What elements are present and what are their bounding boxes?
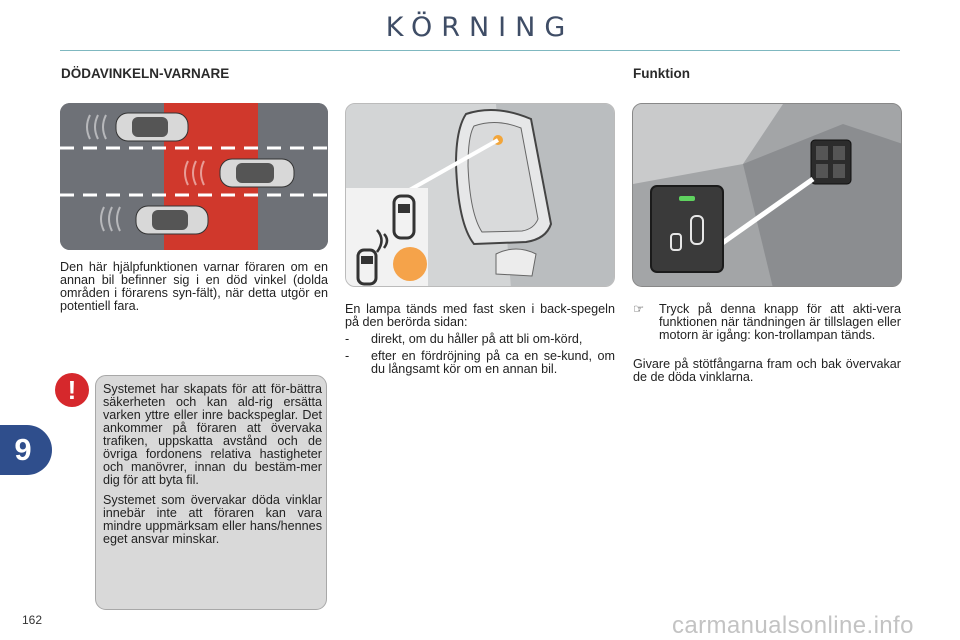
watermark-text: carmanualsonline.info bbox=[672, 612, 914, 639]
page-number: 162 bbox=[22, 613, 43, 627]
mirror-text bbox=[345, 303, 615, 376]
blind-spot-diagram bbox=[60, 103, 328, 250]
bullet-marker: - bbox=[345, 349, 350, 363]
mirror-illustration bbox=[345, 103, 615, 287]
list-item bbox=[633, 303, 901, 342]
exclamation-icon: ! bbox=[55, 373, 89, 407]
car-icon bbox=[136, 206, 208, 234]
bullet-marker: - bbox=[345, 332, 350, 346]
car-icon bbox=[116, 113, 188, 141]
function-text bbox=[633, 303, 901, 384]
list-item-text: efter en fördröjning på ca en se-kund, om du långsamt kör om en annan bil. bbox=[371, 349, 615, 376]
warning-paragraph: Systemet har skapats för att för-bättra säkerheten och kan ald-rig ersätta varken yttre eller inre backspeglar. Det ankommer på föraren att övervaka trafiken, uppskatta avstånd och de övriga fordonens relativa hastigheter och manövrer, innan du bestäm-mer dig för att byta fil. bbox=[103, 382, 322, 487]
list-item-text: direkt, om du håller på att bli om-körd, bbox=[371, 332, 583, 346]
section-title-function: Funktion bbox=[633, 66, 690, 81]
page-title: KÖRNING bbox=[385, 12, 575, 43]
indicator-lamp-icon bbox=[679, 196, 695, 201]
warning-paragraph: Systemet som övervakar döda vinklar innebär inte att föraren kan vara mindre uppmärksam eller hans/hennes eget ansvar minskar. bbox=[103, 493, 322, 546]
dashboard-button-illustration bbox=[632, 103, 902, 287]
list-item bbox=[345, 350, 615, 376]
header-divider bbox=[60, 50, 900, 51]
sensor-paragraph: Givare på stötfångarna fram och bak övervakar de de döda vinklarna. bbox=[633, 357, 901, 384]
section-title-blind-spot: DÖDAVINKELN-VARNARE bbox=[61, 66, 230, 81]
pointing-hand-icon: ☞ bbox=[633, 302, 645, 316]
warning-text bbox=[103, 383, 322, 546]
list-item-text: Tryck på denna knapp för att akti-vera funktionen när tändningen är tillslagen eller motorn är igång: kon-trollampan tänds. bbox=[659, 302, 901, 342]
list-item bbox=[345, 333, 615, 346]
intro-paragraph: Den här hjälpfunktionen varnar föraren om en annan bil befinner sig i en död vinkel (dolda områden i förarens syn-fält), när detta utgör en potentiell fara. bbox=[60, 260, 328, 313]
warning-lamp-icon bbox=[393, 247, 427, 281]
mirror-intro: En lampa tänds med fast sken i back-spegeln på den berörda sidan: bbox=[345, 302, 615, 329]
car-icon bbox=[220, 159, 294, 187]
chapter-number: 9 bbox=[14, 432, 32, 467]
blind-spot-switch bbox=[651, 186, 723, 272]
